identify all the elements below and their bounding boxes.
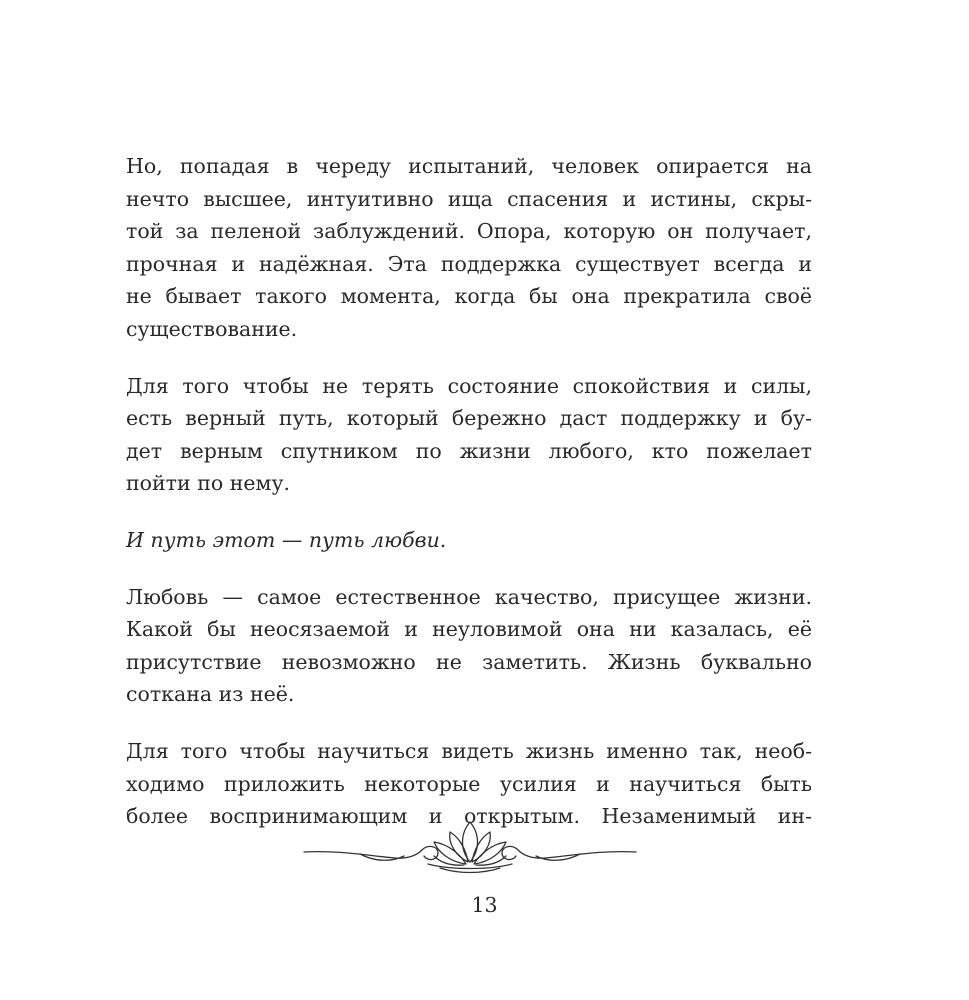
body-text [126, 150, 812, 857]
paragraph-1 [126, 150, 812, 346]
text-line: есть верный путь, который бережно даст поддержку и бу- [126, 406, 812, 431]
text-line: ходимо приложить некоторые усилия и научиться быть [126, 771, 812, 796]
text-line: Но, попадая в череду испытаний, человек опирается на [126, 154, 812, 178]
text-line: более воспринимающим и открытым. Незаменимый ин- [126, 804, 812, 829]
text-line: присутствие невозможно не заметить. Жизнь буквально [126, 649, 812, 674]
text-line: той за пеленой заблуждений. Опора, которую он получает, [126, 219, 812, 244]
text-line: пойти по нему. [126, 471, 291, 496]
text-line: дет верным спутником по жизни любого, кто пожелает [126, 438, 812, 463]
text-line: Какой бы неосязаемой и неуловимой она ни казалась, её [126, 617, 812, 642]
text-line: не бывает такого момента, когда бы она прекратила своё [126, 284, 812, 309]
paragraph-2 [126, 370, 812, 500]
text-line: соткана из неё. [126, 682, 295, 707]
paragraph-4 [126, 581, 812, 711]
text-line: прочная и надёжная. Эта поддержка существует всегда и [126, 251, 812, 276]
text-line: Любовь — самое естественное качество, присущее жизни. [126, 584, 812, 609]
page-number: 13 [471, 893, 498, 917]
text-line: И путь этот — путь любви. [126, 527, 447, 552]
text-line: Для того чтобы не терять состояние спокойствия и силы, [126, 373, 812, 398]
text-line: существование. [126, 316, 298, 341]
text-line: Для того чтобы научиться видеть жизнь именно так, необ- [126, 738, 812, 763]
text-line: нечто высшее, интуитивно ища спасения и истины, скры- [126, 186, 812, 211]
lotus-flourish-icon [300, 818, 640, 880]
paragraph-3-italic [126, 524, 812, 557]
